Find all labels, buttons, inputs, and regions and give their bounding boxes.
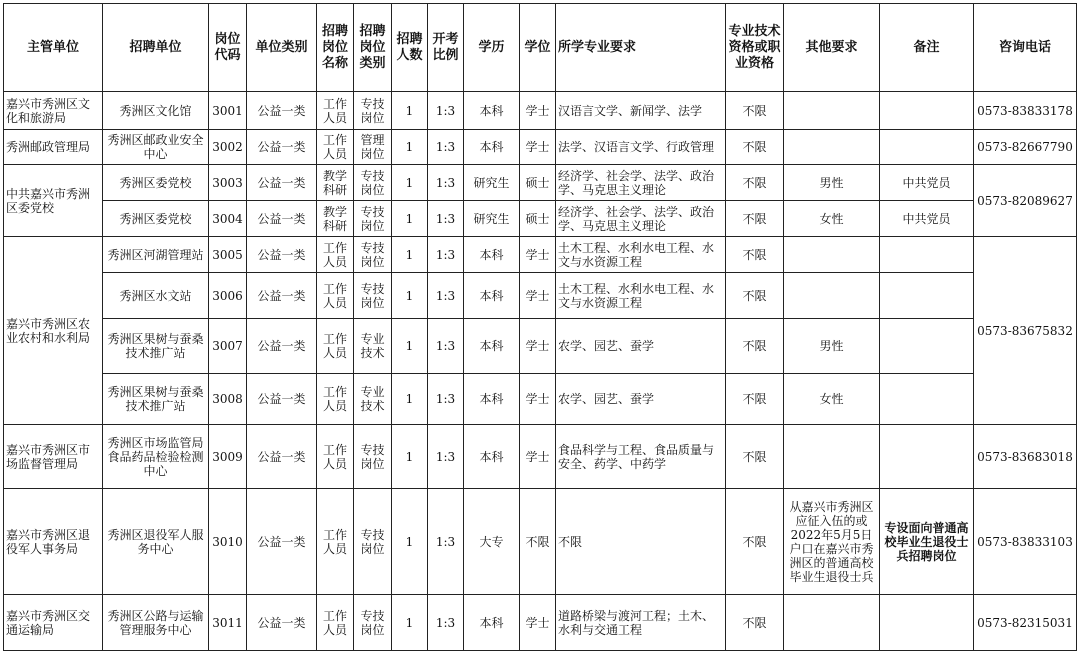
- other-cell: 男性: [784, 319, 880, 374]
- education-cell: 研究生: [464, 165, 520, 201]
- phone-cell: 0573-82667790: [974, 130, 1077, 165]
- major-cell: 土木工程、水利水电工程、水文与水资源工程: [556, 273, 726, 319]
- code-cell: 3001: [209, 92, 247, 130]
- note-cell: [880, 273, 974, 319]
- major-cell: 不限: [556, 489, 726, 595]
- note-cell: [880, 319, 974, 374]
- unit-cell: 秀洲区委党校: [103, 201, 209, 237]
- education-cell: 本科: [464, 130, 520, 165]
- qualification-cell: 不限: [726, 273, 784, 319]
- count-cell: 1: [392, 165, 428, 201]
- code-cell: 3010: [209, 489, 247, 595]
- table-row: [4, 237, 1077, 273]
- qualification-cell: 不限: [726, 595, 784, 651]
- qualification-cell: 不限: [726, 319, 784, 374]
- education-cell: 本科: [464, 425, 520, 489]
- unit-cell: 秀洲区退役军人服务中心: [103, 489, 209, 595]
- qualification-cell: 不限: [726, 165, 784, 201]
- code-cell: 3005: [209, 237, 247, 273]
- education-cell: 本科: [464, 319, 520, 374]
- ratio-cell: 1:3: [428, 425, 464, 489]
- education-cell: 大专: [464, 489, 520, 595]
- phone-cell: 0573-83833178: [974, 92, 1077, 130]
- table-row: [4, 319, 1077, 374]
- unit-cell: 秀洲区河湖管理站: [103, 237, 209, 273]
- category-cell: 公益一类: [247, 319, 317, 374]
- code-cell: 3009: [209, 425, 247, 489]
- major-cell: 农学、园艺、蚕学: [556, 319, 726, 374]
- education-cell: 本科: [464, 374, 520, 425]
- header-cell: 其他要求: [784, 4, 880, 92]
- count-cell: 1: [392, 273, 428, 319]
- header-cell: 单位类别: [247, 4, 317, 92]
- unit-cell: 秀洲区文化馆: [103, 92, 209, 130]
- category-cell: 公益一类: [247, 374, 317, 425]
- code-cell: 3011: [209, 595, 247, 651]
- table-row: [4, 130, 1077, 165]
- note-cell: [880, 92, 974, 130]
- degree-cell: 学士: [520, 237, 556, 273]
- degree-cell: 学士: [520, 273, 556, 319]
- qualification-cell: 不限: [726, 374, 784, 425]
- org-cell: 秀洲邮政管理局: [4, 130, 103, 165]
- category-cell: 公益一类: [247, 595, 317, 651]
- header-cell: 岗位代码: [209, 4, 247, 92]
- position-type-cell: 专技岗位: [354, 425, 392, 489]
- education-cell: 研究生: [464, 201, 520, 237]
- header-cell: 学历: [464, 4, 520, 92]
- position-cell: 工作人员: [317, 237, 354, 273]
- position-cell: 工作人员: [317, 374, 354, 425]
- qualification-cell: 不限: [726, 425, 784, 489]
- degree-cell: 学士: [520, 92, 556, 130]
- position-type-cell: 专技岗位: [354, 273, 392, 319]
- position-type-cell: 管理岗位: [354, 130, 392, 165]
- position-type-cell: 专技岗位: [354, 165, 392, 201]
- unit-cell: 秀洲区公路与运输管理服务中心: [103, 595, 209, 651]
- count-cell: 1: [392, 201, 428, 237]
- other-cell: 从嘉兴市秀洲区应征入伍的或2022年5月5日户口在嘉兴市秀洲区的普通高校毕业生退役士兵: [784, 489, 880, 595]
- ratio-cell: 1:3: [428, 319, 464, 374]
- header-cell: 专业技术资格或职业资格: [726, 4, 784, 92]
- ratio-cell: 1:3: [428, 237, 464, 273]
- major-cell: 道路桥梁与渡河工程；土木、水利与交通工程: [556, 595, 726, 651]
- unit-cell: 秀洲区委党校: [103, 165, 209, 201]
- ratio-cell: 1:3: [428, 92, 464, 130]
- note-cell: 中共党员: [880, 201, 974, 237]
- degree-cell: 硕士: [520, 201, 556, 237]
- category-cell: 公益一类: [247, 273, 317, 319]
- code-cell: 3003: [209, 165, 247, 201]
- degree-cell: 学士: [520, 319, 556, 374]
- ratio-cell: 1:3: [428, 130, 464, 165]
- unit-cell: 秀洲区果树与蚕桑技术推广站: [103, 319, 209, 374]
- major-cell: 食品科学与工程、食品质量与安全、药学、中药学: [556, 425, 726, 489]
- degree-cell: 硕士: [520, 165, 556, 201]
- org-cell: 嘉兴市秀洲区农业农村和水利局: [4, 237, 103, 425]
- major-cell: 汉语言文学、新闻学、法学: [556, 92, 726, 130]
- position-type-cell: 专技岗位: [354, 595, 392, 651]
- count-cell: 1: [392, 374, 428, 425]
- major-cell: 经济学、社会学、法学、政治学、马克思主义理论: [556, 165, 726, 201]
- ratio-cell: 1:3: [428, 273, 464, 319]
- table-row: [4, 165, 1077, 201]
- position-type-cell: 专技岗位: [354, 489, 392, 595]
- header-cell: 招聘岗位名称: [317, 4, 354, 92]
- header-cell: 主管单位: [4, 4, 103, 92]
- other-cell: 女性: [784, 201, 880, 237]
- major-cell: 农学、园艺、蚕学: [556, 374, 726, 425]
- ratio-cell: 1:3: [428, 489, 464, 595]
- note-cell: [880, 374, 974, 425]
- position-type-cell: 专技岗位: [354, 237, 392, 273]
- table-row: [4, 425, 1077, 489]
- ratio-cell: 1:3: [428, 595, 464, 651]
- category-cell: 公益一类: [247, 92, 317, 130]
- other-cell: [784, 92, 880, 130]
- ratio-cell: 1:3: [428, 201, 464, 237]
- position-type-cell: 专业技术: [354, 374, 392, 425]
- phone-cell: 0573-83683018: [974, 425, 1077, 489]
- count-cell: 1: [392, 319, 428, 374]
- code-cell: 3002: [209, 130, 247, 165]
- unit-cell: 秀洲区水文站: [103, 273, 209, 319]
- position-type-cell: 专技岗位: [354, 201, 392, 237]
- education-cell: 本科: [464, 237, 520, 273]
- other-cell: [784, 595, 880, 651]
- header-cell: 所学专业要求: [556, 4, 726, 92]
- position-cell: 工作人员: [317, 130, 354, 165]
- code-cell: 3006: [209, 273, 247, 319]
- degree-cell: 不限: [520, 489, 556, 595]
- header-cell: 学位: [520, 4, 556, 92]
- qualification-cell: 不限: [726, 489, 784, 595]
- note-cell: [880, 130, 974, 165]
- other-cell: [784, 425, 880, 489]
- phone-cell: 0573-83833103: [974, 489, 1077, 595]
- other-cell: [784, 273, 880, 319]
- degree-cell: 学士: [520, 130, 556, 165]
- table-row: [4, 92, 1077, 130]
- degree-cell: 学士: [520, 425, 556, 489]
- count-cell: 1: [392, 595, 428, 651]
- count-cell: 1: [392, 92, 428, 130]
- qualification-cell: 不限: [726, 237, 784, 273]
- position-cell: 工作人员: [317, 425, 354, 489]
- position-cell: 工作人员: [317, 92, 354, 130]
- degree-cell: 学士: [520, 595, 556, 651]
- table-row: [4, 273, 1077, 319]
- ratio-cell: 1:3: [428, 374, 464, 425]
- other-cell: 男性: [784, 165, 880, 201]
- note-cell: [880, 425, 974, 489]
- note-cell: [880, 595, 974, 651]
- degree-cell: 学士: [520, 374, 556, 425]
- note-cell: [880, 237, 974, 273]
- unit-cell: 秀洲区果树与蚕桑技术推广站: [103, 374, 209, 425]
- header-cell: 招聘人数: [392, 4, 428, 92]
- code-cell: 3008: [209, 374, 247, 425]
- qualification-cell: 不限: [726, 130, 784, 165]
- org-cell: 嘉兴市秀洲区市场监督管理局: [4, 425, 103, 489]
- phone-cell: 0573-82315031: [974, 595, 1077, 651]
- other-cell: [784, 130, 880, 165]
- note-cell: 中共党员: [880, 165, 974, 201]
- education-cell: 本科: [464, 595, 520, 651]
- category-cell: 公益一类: [247, 237, 317, 273]
- education-cell: 本科: [464, 92, 520, 130]
- position-cell: 工作人员: [317, 319, 354, 374]
- header-cell: 开考比例: [428, 4, 464, 92]
- table-row: [4, 201, 1077, 237]
- category-cell: 公益一类: [247, 201, 317, 237]
- table-header-row: [4, 4, 1077, 92]
- qualification-cell: 不限: [726, 201, 784, 237]
- major-cell: 法学、汉语言文学、行政管理: [556, 130, 726, 165]
- education-cell: 本科: [464, 273, 520, 319]
- category-cell: 公益一类: [247, 489, 317, 595]
- org-cell: 嘉兴市秀洲区文化和旅游局: [4, 92, 103, 130]
- code-cell: 3004: [209, 201, 247, 237]
- position-cell: 教学科研: [317, 201, 354, 237]
- other-cell: 女性: [784, 374, 880, 425]
- table-row: [4, 489, 1077, 595]
- other-cell: [784, 237, 880, 273]
- major-cell: 经济学、社会学、法学、政治学、马克思主义理论: [556, 201, 726, 237]
- position-cell: 工作人员: [317, 489, 354, 595]
- count-cell: 1: [392, 237, 428, 273]
- category-cell: 公益一类: [247, 425, 317, 489]
- header-cell: 招聘岗位类别: [354, 4, 392, 92]
- count-cell: 1: [392, 425, 428, 489]
- count-cell: 1: [392, 489, 428, 595]
- unit-cell: 秀洲区邮政业安全中心: [103, 130, 209, 165]
- org-cell: 嘉兴市秀洲区交通运输局: [4, 595, 103, 651]
- header-cell: 备注: [880, 4, 974, 92]
- position-type-cell: 专业技术: [354, 319, 392, 374]
- note-cell: 专设面向普通高校毕业生退役士兵招聘岗位: [880, 489, 974, 595]
- position-type-cell: 专技岗位: [354, 92, 392, 130]
- recruitment-table: [3, 3, 1077, 651]
- org-cell: 嘉兴市秀洲区退役军人事务局: [4, 489, 103, 595]
- category-cell: 公益一类: [247, 130, 317, 165]
- code-cell: 3007: [209, 319, 247, 374]
- table-row: [4, 595, 1077, 651]
- position-cell: 工作人员: [317, 273, 354, 319]
- phone-cell: 0573-82089627: [974, 165, 1077, 237]
- unit-cell: 秀洲区市场监管局食品药品检验检测中心: [103, 425, 209, 489]
- category-cell: 公益一类: [247, 165, 317, 201]
- position-cell: 教学科研: [317, 165, 354, 201]
- count-cell: 1: [392, 130, 428, 165]
- ratio-cell: 1:3: [428, 165, 464, 201]
- qualification-cell: 不限: [726, 92, 784, 130]
- major-cell: 土木工程、水利水电工程、水文与水资源工程: [556, 237, 726, 273]
- header-cell: 招聘单位: [103, 4, 209, 92]
- phone-cell: 0573-83675832: [974, 237, 1077, 425]
- position-cell: 工作人员: [317, 595, 354, 651]
- header-cell: 咨询电话: [974, 4, 1077, 92]
- table-row: [4, 374, 1077, 425]
- org-cell: 中共嘉兴市秀洲区委党校: [4, 165, 103, 237]
